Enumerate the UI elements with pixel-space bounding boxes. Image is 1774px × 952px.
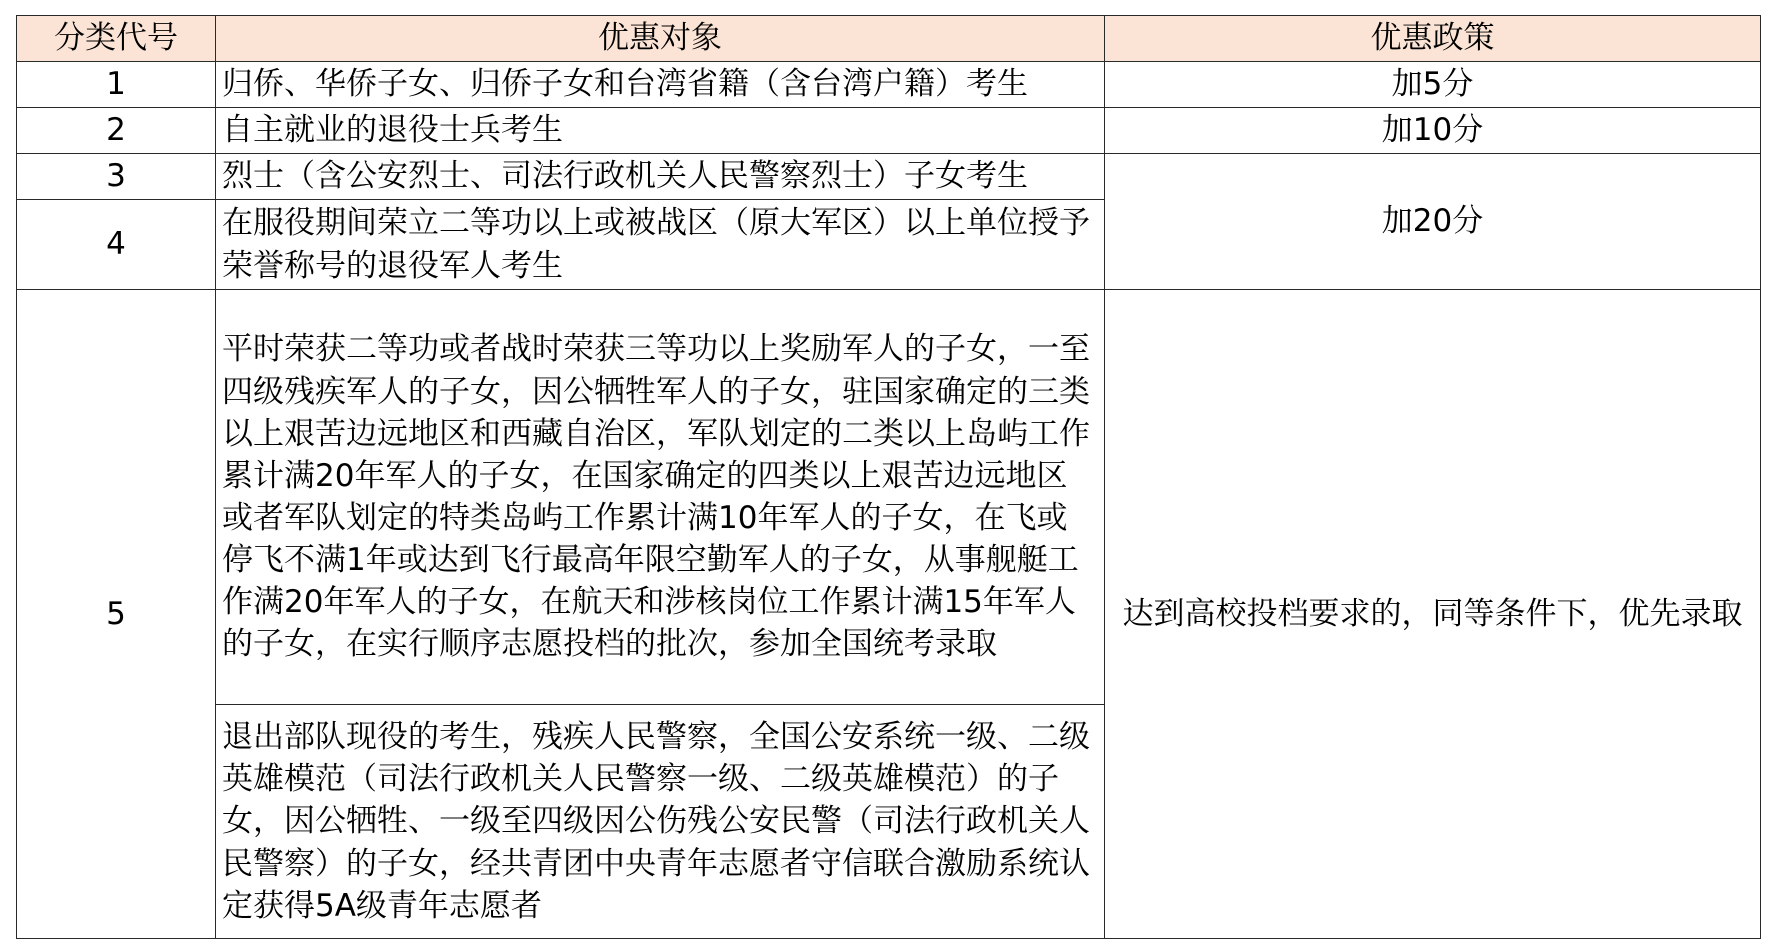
policy-text: 达到高校投档要求的，同等条件下，优先录取 [1105, 290, 1761, 939]
beneficiary-text: 烈士（含公安烈士、司法行政机关人民警察烈士）子女考生 [216, 154, 1105, 200]
category-code: 3 [17, 154, 216, 200]
beneficiary-text: 退出部队现役的考生，残疾人民警察，全国公安系统一级、二级英雄模范（司法行政机关人民警察一级、二级英雄模范）的子女，因公牺牲、一级至四级因公伤残公安民警（司法行政机关人民警察）的子女，经共青团中央青年志愿者守信联合激励系统认定获得5A级青年志愿者 [216, 705, 1105, 939]
preferential-policy-table [16, 15, 1761, 939]
category-code: 5 [17, 290, 216, 939]
table-row [17, 154, 1761, 200]
policy-text: 加10分 [1105, 108, 1761, 154]
category-code: 1 [17, 62, 216, 108]
beneficiary-text: 自主就业的退役士兵考生 [216, 108, 1105, 154]
table-row [17, 290, 1761, 705]
header-beneficiary: 优惠对象 [216, 16, 1105, 62]
policy-text: 加5分 [1105, 62, 1761, 108]
header-policy: 优惠政策 [1105, 16, 1761, 62]
beneficiary-text: 在服役期间荣立二等功以上或被战区（原大军区）以上单位授予荣誉称号的退役军人考生 [216, 200, 1105, 290]
header-row [17, 16, 1761, 62]
header-category-code: 分类代号 [17, 16, 216, 62]
beneficiary-text: 平时荣获二等功或者战时荣获三等功以上奖励军人的子女，一至四级残疾军人的子女，因公牺牲军人的子女，驻国家确定的三类以上艰苦边远地区和西藏自治区，军队划定的二类以上岛屿工作累计满20年军人的子女，在国家确定的四类以上艰苦边远地区或者军队划定的特类岛屿工作累计满10年军人的子女，在飞或停飞不满1年或达到飞行最高年限空勤军人的子女，从事舰艇工作满20年军人的子女，在航天和涉核岗位工作累计满15年军人的子女，在实行顺序志愿投档的批次，参加全国统考录取 [216, 290, 1105, 705]
table-row [17, 62, 1761, 108]
policy-text: 加20分 [1105, 154, 1761, 290]
table-row [17, 108, 1761, 154]
category-code: 4 [17, 200, 216, 290]
beneficiary-text: 归侨、华侨子女、归侨子女和台湾省籍（含台湾户籍）考生 [216, 62, 1105, 108]
category-code: 2 [17, 108, 216, 154]
